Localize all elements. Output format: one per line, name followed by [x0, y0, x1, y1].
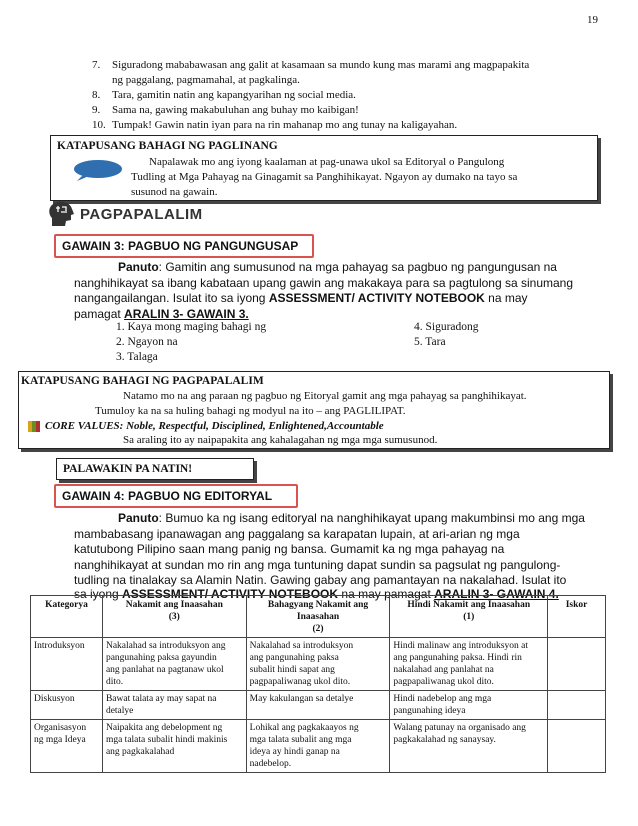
rubric-header-cell: Bahagyang Nakamit ang Inaasahan (2) [246, 596, 390, 638]
table-cell: Hindi nadebelop ang mga pangunahing ideya [390, 691, 548, 720]
table-cell: Introduksyon [31, 638, 103, 691]
table-cell: Naipakita ang debelopment ng mga talata subalit hindi makinis ang pagkakalahad [102, 720, 246, 773]
instruction-text: na may pamagat [338, 586, 435, 601]
paglinang-summary-title: KATAPUSANG BAHAGI NG PAGLINANG [57, 140, 278, 152]
numbered-list [92, 58, 612, 130]
notebook-ref: ASSESSMENT/ ACTIVITY NOTEBOOK [268, 291, 485, 305]
page-number: 19 [587, 14, 598, 26]
instruction-line: mambabasang ipanawagan ang paggalang sa karapatan lupain, at ari-arian ng mga [74, 526, 520, 541]
instruction-text: nangangailangan. Isulat ito sa iyong [74, 291, 269, 305]
palawakin-title: PALAWAKIN PA NATIN! [56, 458, 254, 480]
panuto-label: Panuto [118, 260, 159, 274]
gawain4-instructions [74, 511, 602, 602]
gawain4-header: GAWAIN 4: PAGBUO NG EDITORYAL [54, 484, 298, 508]
summary-line: Natamo mo na ang paraan ng pagbuo ng Eitoryal gamit ang mga pahayag sa panghihikayat. [123, 390, 527, 402]
instruction-line: tudling na tinalakay sa Alamin Natin. Gawing gabay ang pamantayan na nakalahad. Isulat ito [74, 573, 567, 587]
list-item [92, 118, 612, 133]
instruction-line [74, 260, 594, 276]
table-cell: Nakalahad sa introduksyon ang pangunahing paksa gayundin ang panlahat na pagtanaw ukol dito. [102, 638, 246, 691]
list-item-text: Tumpak! Gawin natin iyan para na rin mahanap mo ang tunay na kaligayahan. [112, 119, 458, 131]
table-cell: Diskusyon [31, 691, 103, 720]
core-values-text: CORE VALUES: Noble, Respectful, Disciplined, Enlightened,Accountable [45, 420, 384, 432]
instruction-line: katutubong Pilipino saan mang panig ng bansa. Gumamit ka ng mga pahayag na [74, 542, 505, 556]
rubric-header-cell: Hindi Nakamit ang Inaasahan (1) [390, 596, 548, 638]
instruction-line: nanghihikayat at sundan mo rin ang mga tuntuning dapat sundin sa pagsulat ng pangulong- [74, 557, 561, 572]
phrase-item: 2. Ngayon na [116, 336, 178, 348]
instruction-text: pamagat [74, 306, 125, 321]
list-item-text: Tara, gamitin natin ang kapangyarihan ng social media. [112, 89, 356, 101]
table-row [31, 638, 606, 691]
activity-ref: ARALIN 3- GAWAIN 4. [434, 586, 559, 601]
list-item-text: ng paggalang, pagmamahal, at pagkalinga. [112, 74, 300, 86]
paglinang-summary-line: susunod na gawain. [131, 186, 218, 198]
activity-ref: ARALIN 3- GAWAIN 3. [124, 306, 249, 321]
rubric-header-cell: Nakamit ang Inaasahan (3) [102, 596, 246, 638]
pagpapalalim-title: PAGPAPALALIM [80, 206, 203, 223]
core-values-icon [27, 420, 41, 438]
instruction-text: na may [484, 291, 528, 305]
table-cell: May kakulangan sa detalye [246, 691, 390, 720]
instruction-text: : Bumuo ka ng isang editoryal na nanghihikayat upang makumbinsi mo ang mga [158, 511, 585, 525]
instruction-line [74, 291, 594, 307]
list-item-number: 10. [92, 119, 106, 131]
gawain3-header: GAWAIN 3: PAGBUO NG PANGUNGUSAP [54, 234, 314, 258]
gawain3-items [116, 320, 536, 366]
rubric-header-row [31, 596, 606, 638]
list-item-text: Siguradong mababawasan ang galit at kasamaan sa mundo kung mas marami ang magpapakita [112, 59, 530, 71]
summary-line: Tumuloy ka na sa huling bahagi ng modyul na ito – ang PAGLILIPAT. [95, 405, 406, 417]
table-cell: Walang patunay na organisado ang pagkakalahad ng sanaysay. [390, 720, 548, 773]
panuto-label: Panuto [118, 511, 159, 525]
list-item-number: 8. [92, 89, 101, 101]
rubric-table [30, 595, 606, 773]
phrase-item: 4. Siguradong [414, 321, 479, 333]
pagpapalalim-header [46, 200, 246, 228]
table-cell [548, 638, 606, 691]
pagpapalalim-summary-title: KATAPUSANG BAHAGI NG PAGPAPALALIM [21, 375, 264, 387]
instruction-text: sa iyong [74, 586, 123, 601]
rubric-header-cell: Kategorya [31, 596, 103, 638]
phrase-item: 1. Kaya mong maging bahagi ng [116, 321, 267, 333]
instruction-line: nanghihikayat sa ibang kabataan upang gawin ang makakaya para sa pagtulong sa sinumang [74, 275, 574, 290]
table-cell: Organisasyon ng mga Ideya [31, 720, 103, 773]
notebook-ref: ASSESSMENT/ ACTIVITY NOTEBOOK [122, 586, 339, 601]
paglinang-summary-line: Napalawak mo ang iyong kaalaman at pag-unawa ukol sa Editoryal o Pangulong [149, 156, 505, 168]
table-cell: Bawat talata ay may sapat na detalye [102, 691, 246, 720]
list-item-number: 7. [92, 59, 101, 71]
rubric-header-cell: Iskor [548, 596, 606, 638]
paglinang-summary-line: Tudling at Mga Pahayag na Ginagamit sa Panghihikayat. Ngayon ay dumako na tayo sa [131, 171, 518, 183]
table-row [31, 720, 606, 773]
table-cell: Hindi malinaw ang introduksyon at ang pangunahing paksa. Hindi rin nakalahad ang panlahat na pagpapaliwanag ukol dito. [390, 638, 548, 691]
gawain3-instructions [74, 260, 594, 322]
instruction-text: : Gamitin ang sumusunod na mga pahayag sa pagbuo ng pangungusan na [158, 260, 557, 274]
list-item [92, 88, 612, 103]
table-cell [548, 691, 606, 720]
table-cell [548, 720, 606, 773]
list-item [92, 103, 612, 118]
table-cell: Nakalahad sa introduksyon ang pangunahing paksa subalit hindi sapat ang pagpapaliwanag ukol dito. [246, 638, 390, 691]
list-item-text: Sama na, gawing makabuluhan ang buhay mo kaibigan! [112, 104, 359, 116]
instruction-line [74, 511, 602, 527]
speech-bubble-icon [71, 158, 125, 187]
list-item-number: 9. [92, 104, 101, 116]
phrase-item: 3. Talaga [116, 351, 158, 363]
phrase-item: 5. Tara [414, 336, 446, 348]
table-cell: Lohikal ang pagkakaayos ng mga talata subalit ang mga ideya ay hindi ganap na nadebelop. [246, 720, 390, 773]
table-row [31, 691, 606, 720]
pagpapalalim-summary-box [18, 371, 610, 449]
brain-head-icon [46, 200, 76, 233]
list-item [92, 58, 612, 88]
summary-line: Sa araling ito ay naipapakita ang kahalagahan ng mga mga sumusunod. [123, 434, 438, 446]
paglinang-summary-box [50, 135, 598, 201]
